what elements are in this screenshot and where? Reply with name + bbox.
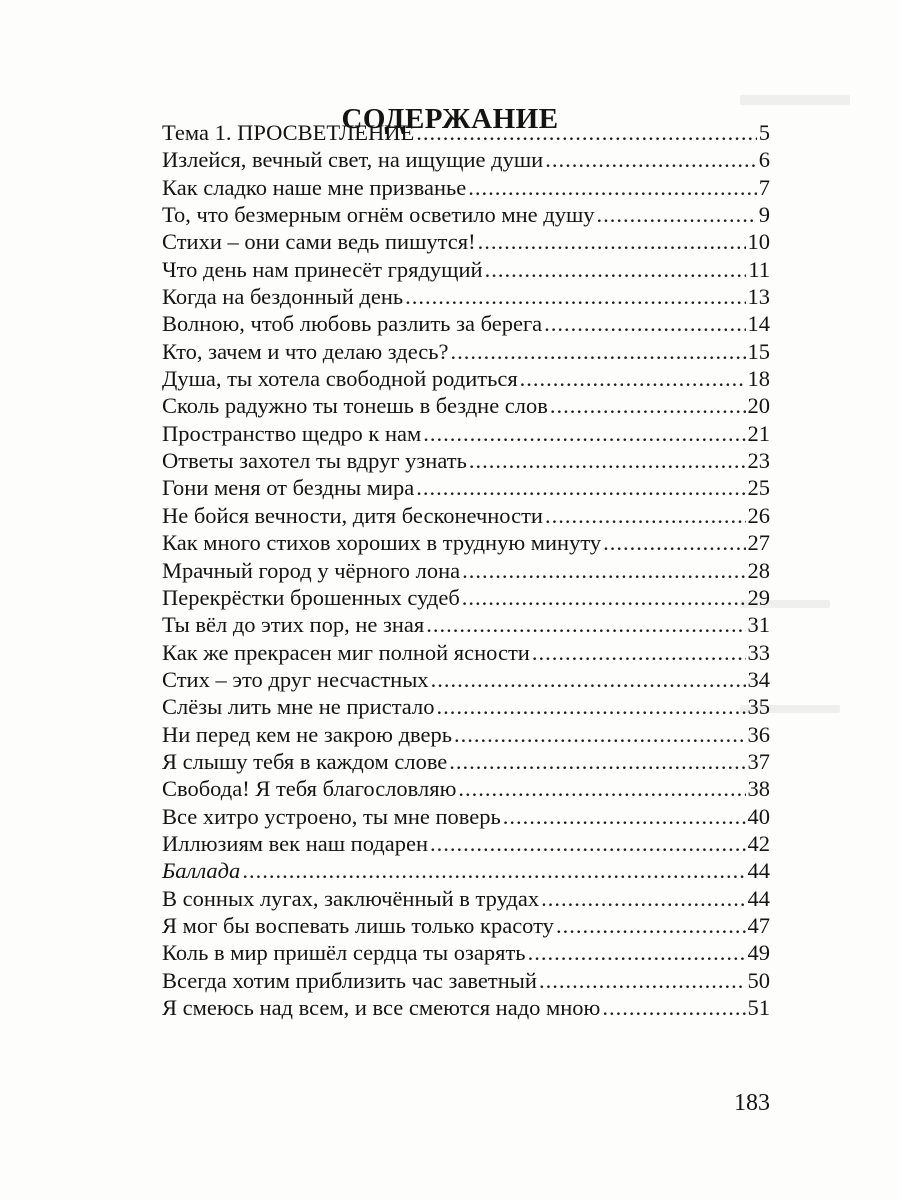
toc-entry-title: Ответы захотел ты вдруг узнать [162,448,467,474]
toc-leader-dots [520,365,746,392]
toc-entry [162,803,770,830]
toc-entry-title: Гони меня от бездны мира [162,475,415,501]
toc-entry-title: Пространство щедро к нам [162,420,422,446]
toc-entry [162,994,770,1021]
toc-leader-dots [416,119,756,146]
toc-entry-title: Ни перед кем не закрою дверь [162,721,453,747]
toc-entry [162,666,770,693]
toc-entry-title: Ты вёл до этих пор, не зная [162,612,425,638]
table-of-contents [162,119,770,1021]
toc-entry-title: Всегда хотим приблизить час заветный [162,967,537,993]
toc-entry-title: Иллюзиям век наш подарен [162,830,429,856]
toc-entry-title: Я слышу тебя в каждом слове [162,748,448,774]
toc-entry-page: 34 [747,666,770,692]
toc-entry [162,885,770,912]
toc-leader-dots [430,830,745,857]
toc-entry [162,748,770,775]
toc-entry-page: 13 [747,284,770,310]
toc-leader-dots [539,967,746,994]
toc-entry-title: Кто, зачем и что делаю здесь? [162,338,449,364]
toc-leader-dots [436,693,745,720]
toc-entry [162,174,770,201]
toc-entry-page: 51 [747,995,770,1020]
toc-entry [162,228,770,255]
toc-leader-dots [423,420,745,447]
toc-entry [162,119,770,146]
toc-leader-dots [544,310,745,337]
toc-entry-page: 9 [758,202,770,228]
toc-entry [162,256,770,283]
toc-entry-title: Я смеюсь над всем, и все смеются надо мною [162,995,601,1020]
toc-leader-dots [478,228,746,255]
toc-entry-title: Волною, чтоб любовь разлить за берега [162,311,543,337]
toc-entry-page: 27 [747,530,770,556]
toc-entry [162,693,770,720]
toc-entry-title: Что день нам принесёт грядущий [162,256,483,282]
toc-entry-title: Сколь радужно ты тонешь в бездне слов [162,393,548,419]
toc-entry-page: 50 [747,967,770,993]
toc-entry [162,775,770,802]
toc-entry [162,939,770,966]
toc-leader-dots [469,447,746,474]
toc-entry-page: 37 [747,748,770,774]
toc-entry-page: 15 [747,338,770,364]
toc-entry-title: Не бойся вечности, дитя бесконечности [162,502,543,528]
toc-entry [162,830,770,857]
toc-entry-page: 47 [747,912,770,938]
toc-entry-page: 40 [747,803,770,829]
toc-entry [162,557,770,584]
toc-leader-dots [545,146,757,173]
toc-entry [162,912,770,939]
toc-entry-page: 44 [747,885,770,911]
toc-entry-title: Все хитро устроено, ты мне поверь [162,803,501,829]
toc-entry [162,310,770,337]
toc-entry-title: Излейся, вечный свет, на ищущие души [162,147,544,173]
toc-entry [162,392,770,419]
toc-entry-page: 6 [758,147,770,173]
toc-entry [162,365,770,392]
toc-entry-title: В сонных лугах, заключённый в трудах [162,885,540,911]
toc-entry [162,420,770,447]
toc-entry-page: 35 [747,694,770,720]
toc-entry-title: Тема 1. ПРОСВЕТЛЕНИЕ [162,120,415,145]
toc-leader-dots [426,611,745,638]
toc-entry-title: Стих – это друг несчастных [162,666,429,692]
toc-leader-dots [451,338,746,365]
toc-entry-title: Мрачный город у чёрного лона [162,557,461,583]
toc-leader-dots [462,557,745,584]
toc-entry-title: Свобода! Я тебя благословляю [162,776,457,802]
toc-entry-title: Слёзы лить мне не пристало [162,694,435,720]
toc-entry-title: Перекрёстки брошенных судеб [162,584,460,610]
toc-entry [162,584,770,611]
toc-entry-page: 5 [758,120,770,145]
toc-entry [162,529,770,556]
toc-leader-dots [485,256,747,283]
page-number: 183 [734,1090,770,1116]
toc-leader-dots [545,502,746,529]
toc-entry-page: 29 [747,584,770,610]
toc-entry-page: 20 [747,393,770,419]
toc-entry-page: 49 [747,940,770,966]
toc-entry [162,338,770,365]
toc-entry-title: Я мог бы воспевать лишь только красоту [162,912,554,938]
toc-entry-page: 33 [747,639,770,665]
toc-entry-title: Как сладко наше мне призванье [162,174,467,200]
toc-entry-title: Коль в мир пришёл сердца ты озарять [162,940,526,966]
toc-entry-page: 10 [747,229,770,255]
toc-entry-page: 11 [748,256,770,282]
toc-entry-page: 23 [747,448,770,474]
toc-leader-dots [503,803,746,830]
toc-entry-page: 31 [747,612,770,638]
toc-leader-dots [528,939,746,966]
toc-leader-dots [458,775,745,802]
toc-entry [162,474,770,501]
toc-leader-dots [597,201,757,228]
toc-leader-dots [454,721,745,748]
toc-entry-title: То, что безмерным огнём осветило мне душу [162,202,595,228]
toc-entry-title: Как же прекрасен миг полной ясности [162,639,530,665]
toc-leader-dots [603,529,745,556]
toc-entry-title: Когда на бездонный день [162,284,404,310]
toc-entry [162,639,770,666]
toc-leader-dots [602,994,745,1021]
toc-leader-dots [556,912,746,939]
toc-entry-page: 14 [747,311,770,337]
toc-entry-page: 38 [747,776,770,802]
toc-leader-dots [462,584,746,611]
toc-leader-dots [416,474,745,501]
toc-entry-title: Стихи – они сами ведь пишутся! [162,229,476,255]
toc-entry-page: 28 [747,557,770,583]
toc-entry-page: 36 [747,721,770,747]
toc-entry [162,721,770,748]
toc-leader-dots [468,174,757,201]
toc-entry-page: 18 [747,366,770,392]
toc-entry [162,502,770,529]
toc-entry-page: 21 [747,420,770,446]
toc-entry [162,146,770,173]
toc-entry-page: 44 [747,858,770,884]
toc-entry [162,283,770,310]
page-title: СОДЕРЖАНИЕ [341,103,559,136]
toc-leader-dots [532,639,746,666]
toc-entry-page: 25 [747,475,770,501]
toc-entry-title: Как много стихов хороших в трудную минуту [162,530,602,556]
toc-leader-dots [449,748,745,775]
toc-entry-title: Баллада [162,858,241,884]
toc-leader-dots [405,283,745,310]
toc-entry-page: 42 [747,830,770,856]
toc-entry-page: 26 [747,502,770,528]
toc-entry [162,967,770,994]
toc-leader-dots [541,885,745,912]
toc-entry-title: Душа, ты хотела свободной родиться [162,366,518,392]
toc-entry-page: 7 [758,174,770,200]
toc-entry [162,857,770,884]
toc-entry [162,201,770,228]
toc-entry [162,611,770,638]
toc-leader-dots [242,857,745,884]
toc-entry [162,447,770,474]
toc-leader-dots [550,392,746,419]
toc-leader-dots [431,666,746,693]
